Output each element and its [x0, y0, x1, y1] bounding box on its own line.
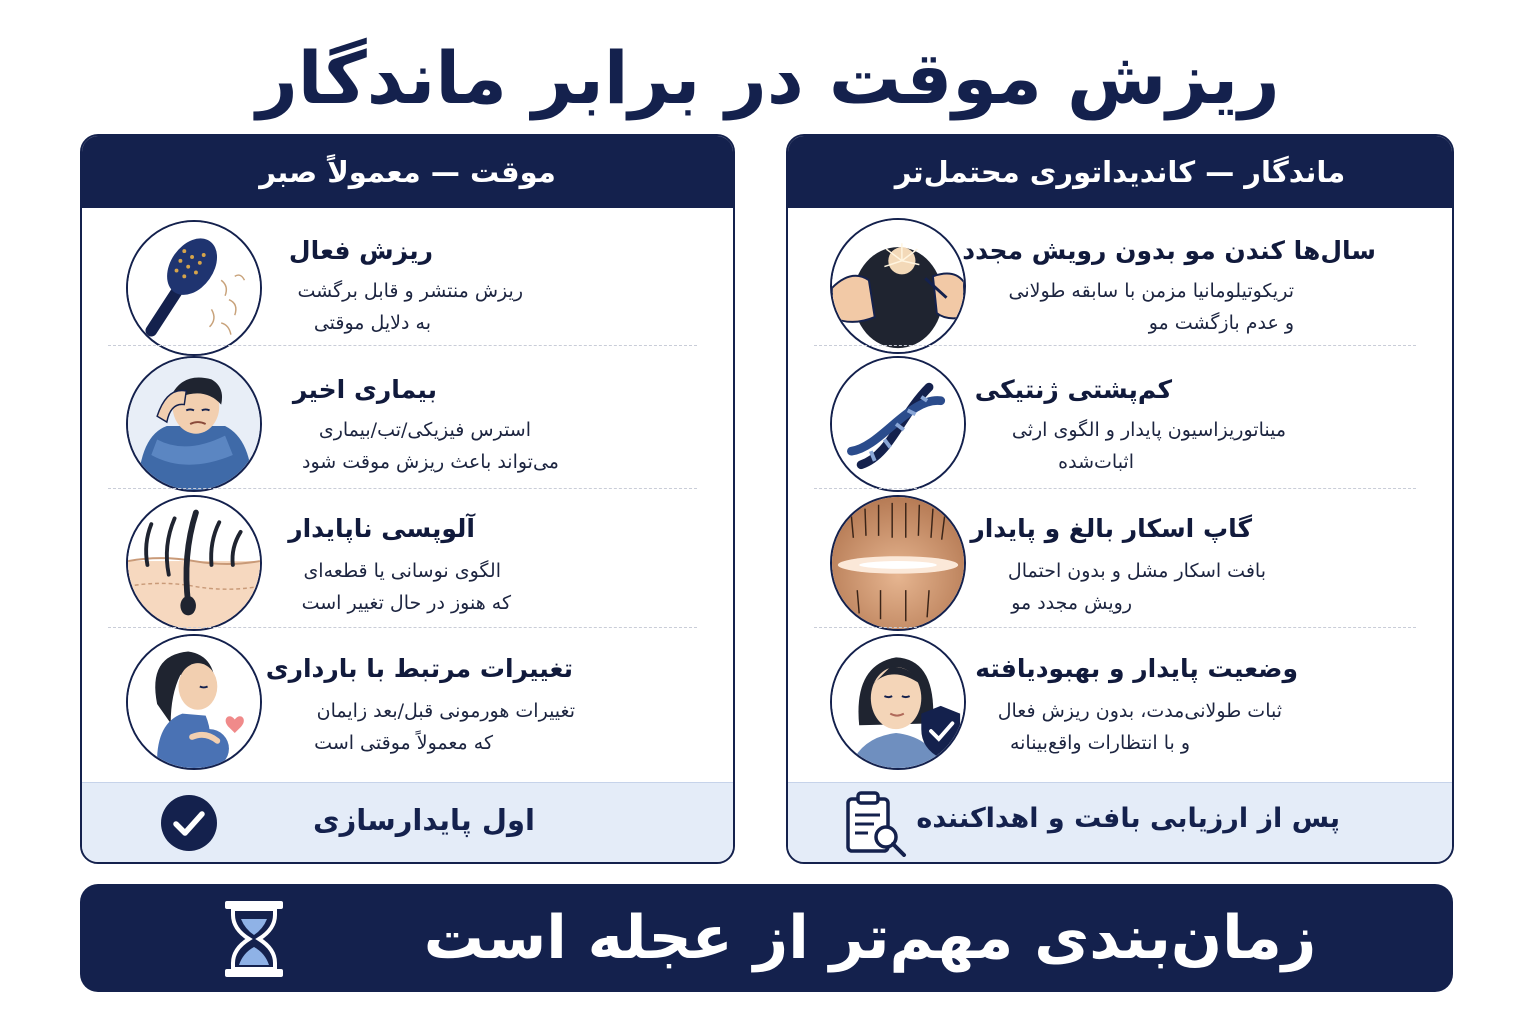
bottom-banner — [80, 884, 1453, 992]
hair-follicle-icon — [126, 495, 262, 631]
hair-pulling-icon — [830, 218, 966, 354]
permanent-panel — [786, 134, 1454, 864]
item-title: ریزش فعال — [288, 236, 433, 265]
item-title: سال‌ها کندن مو بدون رویش مجدد — [962, 236, 1376, 265]
item-title: بیماری اخیر — [292, 375, 437, 404]
item-title: وضعیت پایدار و بهبودیافته — [975, 654, 1298, 683]
pregnant-woman-icon — [126, 634, 262, 770]
scar-skin-icon — [830, 495, 966, 631]
list-item — [788, 208, 1452, 346]
list-item — [82, 351, 733, 489]
banner-text: زمان‌بندی مهم‌تر از عجله است — [423, 903, 1317, 973]
list-item — [82, 490, 733, 628]
clipboard-search-icon — [844, 791, 908, 857]
item-title: تغییرات مرتبط با بارداری — [265, 654, 573, 683]
dna-icon — [830, 356, 966, 492]
list-item — [82, 208, 733, 346]
temporary-footer-text: اول پایدارسازی — [313, 803, 535, 837]
item-description: اثبات‌شده — [1058, 451, 1134, 473]
item-description: رویش مجدد مو — [1011, 592, 1132, 614]
page-title: ریزش موقت در برابر ماندگار — [256, 36, 1280, 120]
list-item — [788, 628, 1452, 766]
permanent-panel-footer — [788, 782, 1452, 862]
list-item — [788, 490, 1452, 628]
item-description: و با انتظارات واقع‌بینانه — [1009, 732, 1190, 754]
item-description: استرس فیزیکی/تب/بیماری — [318, 419, 531, 441]
permanent-footer-text: پس از ارزیابی بافت و اهداکننده — [916, 803, 1340, 834]
item-title: کم‌پشتی ژنتیکی — [974, 375, 1172, 404]
item-description: ریزش منتشر و قابل برگشت — [297, 280, 523, 302]
check-circle-icon — [160, 794, 218, 852]
temporary-panel-header: موقت — معمولاً صبر — [82, 136, 733, 208]
temporary-panel — [80, 134, 735, 864]
item-description: که هنوز در حال تغییر است — [301, 592, 511, 614]
item-title: آلوپسی ناپایدار — [288, 514, 475, 543]
item-title: گاپ اسکار بالغ و پایدار — [970, 514, 1252, 543]
hourglass-icon — [223, 899, 285, 979]
item-description: و عدم بازگشت مو — [1148, 312, 1294, 334]
item-description: تریکوتیلومانیا مزمن با سابقه طولانی — [1008, 280, 1294, 302]
item-description: میناتوریزاسیون پایدار و الگوی ارثی — [1011, 419, 1286, 441]
list-item — [82, 628, 733, 766]
temporary-panel-footer — [82, 782, 733, 862]
permanent-panel-header: ماندگار — کاندیداتوری محتمل‌تر — [788, 136, 1452, 208]
item-description: ثبات طولانی‌مدت، بدون ریزش فعال — [997, 700, 1282, 722]
list-item — [788, 351, 1452, 489]
sick-person-icon — [126, 356, 262, 492]
item-description: می‌تواند باعث ریزش موقت شود — [302, 451, 559, 473]
hairbrush-icon — [126, 220, 262, 356]
item-description: به دلایل موقتی — [313, 312, 431, 334]
calm-woman-shield-icon — [830, 634, 966, 770]
item-description: بافت اسکار مشل و بدون احتمال — [1007, 560, 1266, 582]
item-description: که معمولاً موقتی است — [314, 732, 493, 754]
item-description: الگوی نوسانی یا قطعه‌ای — [303, 560, 501, 582]
item-description: تغییرات هورمونی قبل/بعد زایمان — [316, 700, 575, 722]
